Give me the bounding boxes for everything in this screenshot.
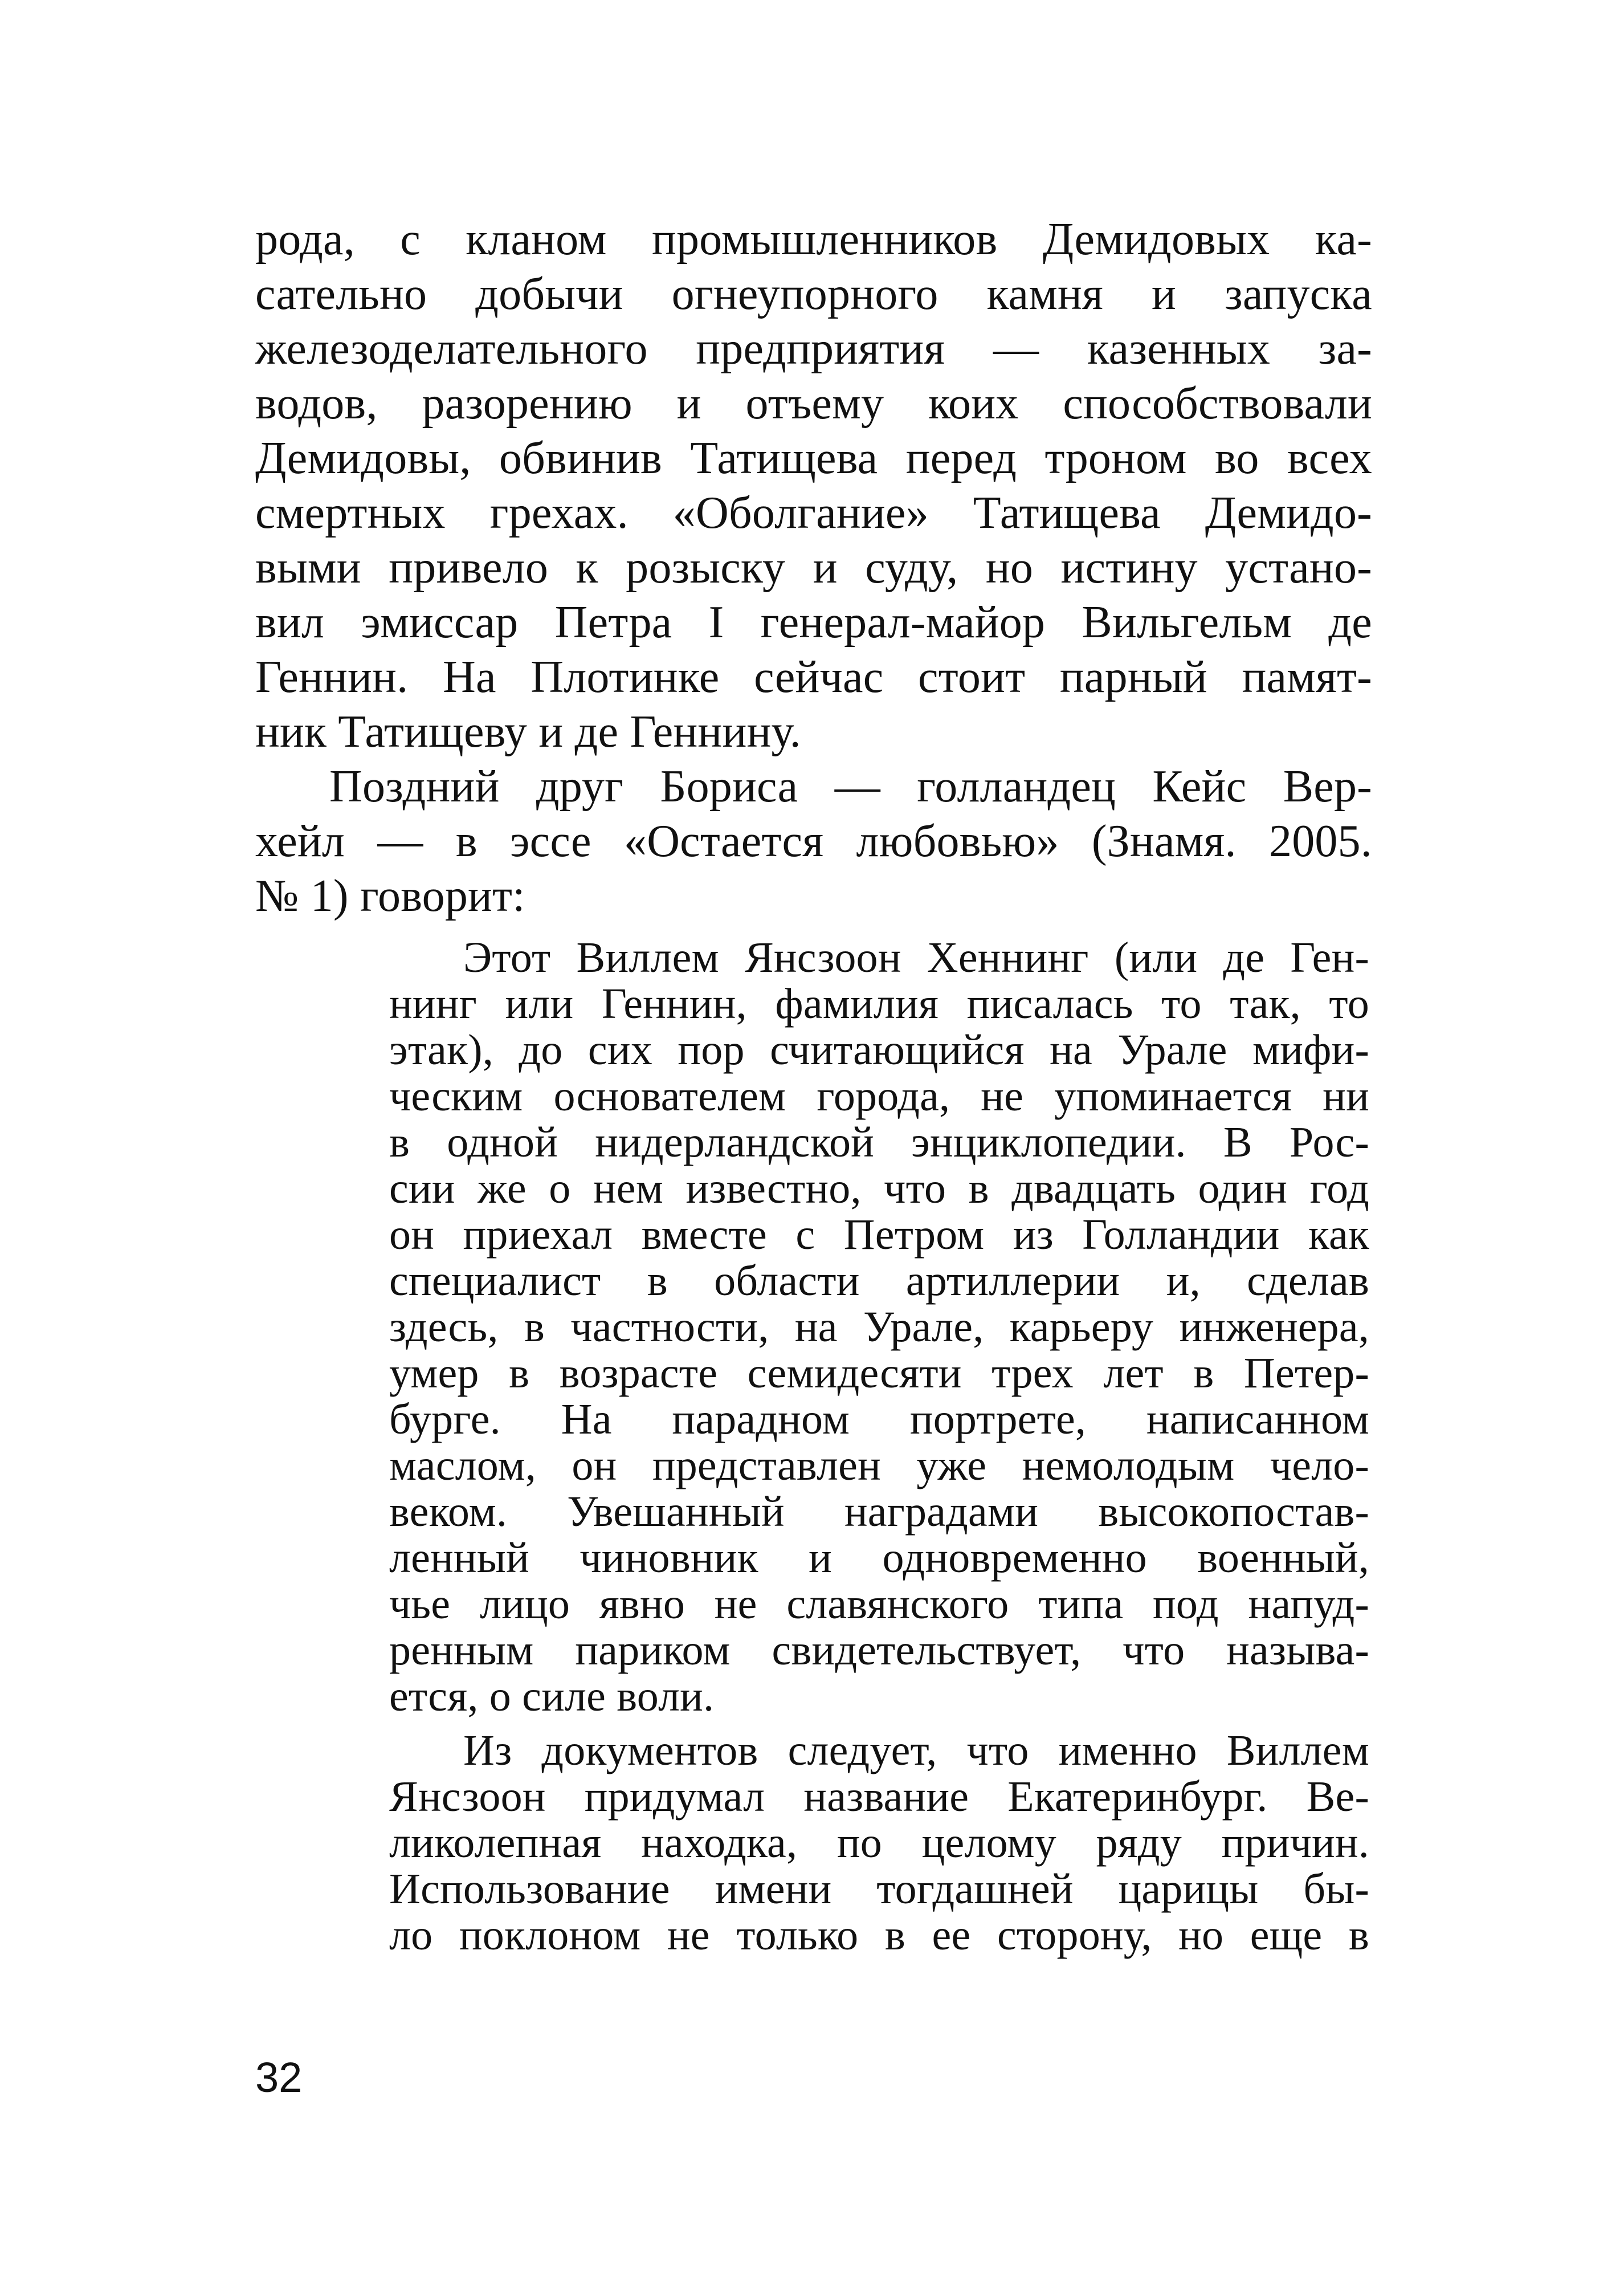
text-line: смертных грехах. «Оболгание» Татищева Демидо-	[255, 488, 1372, 538]
quote-line: ренным париком свидетельствует, что называ-	[389, 1626, 1369, 1674]
text-line: рода, с кланом промышленников Демидовых ка-	[255, 214, 1372, 264]
text-line: выми привело к розыску и суду, но истину устано-	[255, 543, 1372, 593]
text-line: хейл — в эссе «Остается любовью» (Знамя. 2005.	[255, 816, 1372, 866]
quote-line: бурге. На парадном портрете, написанном	[389, 1395, 1369, 1443]
quote-line: специалист в области артиллерии и, сделав	[389, 1257, 1369, 1305]
text-line: сательно добычи огнеупорного камня и запуска	[255, 269, 1372, 319]
text-line: железоделательного предприятия — казенных за-	[255, 324, 1372, 374]
quote-line: маслом, он представлен уже немолодым чело-	[389, 1442, 1369, 1489]
quote-line: этак), до сих пор считающийся на Урале мифи-	[389, 1026, 1369, 1074]
text-line: вил эмиссар Петра I генерал-майор Вильгельм де	[255, 597, 1372, 648]
quote-line: здесь, в частности, на Урале, карьеру инженера,	[389, 1303, 1369, 1351]
quote-line: ликолепная находка, по целому ряду причин.	[389, 1819, 1369, 1867]
quote-line: Янсзоон придумал название Екатеринбург. Ве-	[389, 1773, 1369, 1821]
quote-line: Этот Виллем Янсзоон Хеннинг (или де Ген-	[463, 934, 1369, 982]
block-quote	[389, 935, 1369, 1959]
quote-paragraph-1	[389, 935, 1369, 1720]
paragraph-2	[255, 759, 1372, 923]
quote-line: ется, о силе воли.	[389, 1672, 715, 1720]
quote-line: веком. Увешанный наградами высокопостав-	[389, 1488, 1369, 1536]
text-line: ник Татищеву и де Геннину.	[255, 707, 801, 757]
quote-paragraph-2	[389, 1728, 1369, 1959]
quote-line: умер в возрасте семидесяти трех лет в Петер-	[389, 1349, 1369, 1397]
text-line: Демидовы, обвинив Татищева перед троном во всех	[255, 433, 1372, 483]
quote-line: Из документов следует, что именно Виллем	[463, 1727, 1369, 1774]
quote-line: ческим основателем города, не упоминается ни	[389, 1072, 1369, 1120]
text-line: водов, разорению и отъему коих способствовали	[255, 378, 1372, 429]
text-line: Поздний друг Бориса — голландец Кейс Вер-	[329, 762, 1372, 812]
quote-line: чье лицо явно не славянского типа под напуд-	[389, 1580, 1369, 1628]
quote-line: ло поклоном не только в ее сторону, но еще в	[389, 1911, 1369, 1959]
quote-line: он приехал вместе с Петром из Голландии как	[389, 1211, 1369, 1259]
text-line: № 1) говорит:	[255, 871, 525, 921]
main-text	[255, 212, 1372, 923]
quote-line: Использование имени тогдашней царицы бы-	[389, 1865, 1369, 1913]
text-line: Геннин. На Плотинке сейчас стоит парный памят-	[255, 652, 1372, 702]
quote-line: нинг или Геннин, фамилия писалась то так, то	[389, 980, 1369, 1028]
quote-line: ленный чиновник и одновременно военный,	[389, 1534, 1369, 1582]
quote-line: в одной нидерландской энциклопедии. В Рос-	[389, 1118, 1369, 1166]
page-number: 32	[255, 2054, 303, 2101]
quote-line: сии же о нем известно, что в двадцать один год	[389, 1165, 1369, 1212]
paragraph-1	[255, 212, 1372, 759]
